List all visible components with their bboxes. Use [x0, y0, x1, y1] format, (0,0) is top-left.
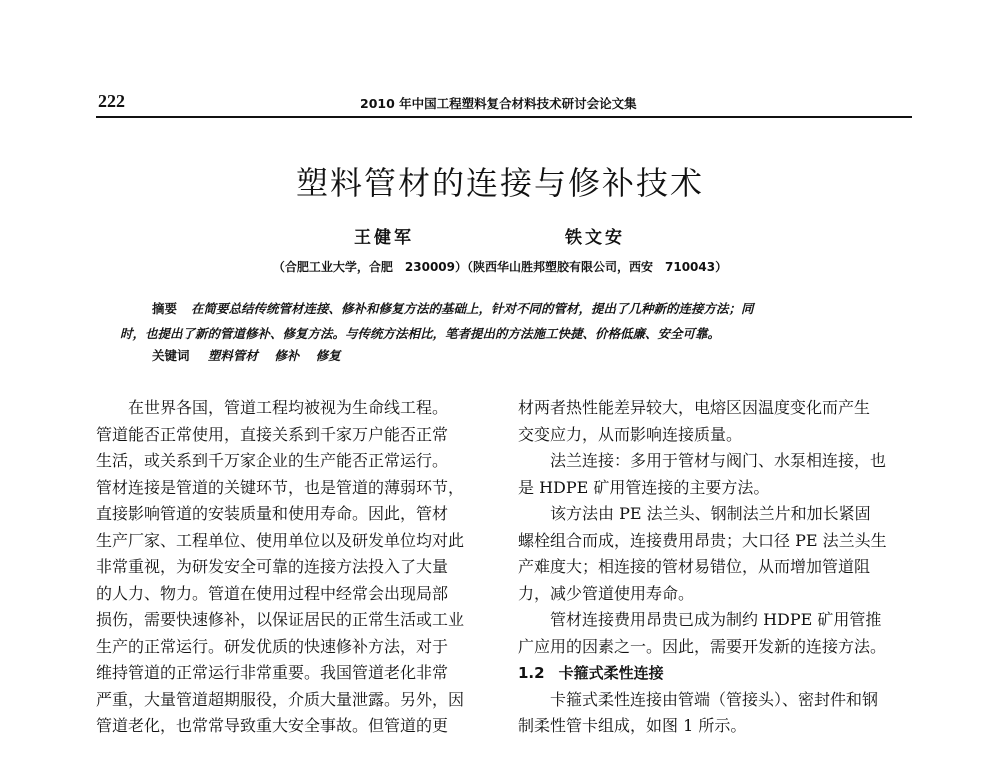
right-column [518, 395, 918, 740]
abstract [120, 296, 890, 346]
body-line: 维持管道的正常运行非常重要。我国管道老化非常 [96, 663, 449, 682]
page-number: 222 [98, 91, 125, 111]
keywords [152, 346, 353, 364]
body-line: 交变应力，从而影响连接质量。 [518, 424, 743, 444]
body-line: 生产厂家、工程单位、使用单位以及研发单位均对此 [96, 530, 465, 550]
body-line: 卡箍式柔性连接由管端（管接头）、密封件和钢 [550, 689, 879, 709]
section-number: 1.2 [518, 664, 545, 682]
section-title: 卡箍式柔性连接 [558, 664, 664, 682]
body-line: 管材连接是管道的关键环节，也是管道的薄弱环节， [96, 477, 465, 497]
article-title: 塑料管材的连接与修补技术 [295, 164, 704, 202]
body-line: 螺栓组合而成，连接费用昂贵；大口径 PE 法兰头生 [518, 530, 887, 550]
body-line: 损伤，需要快速修补，以保证居民的正常生活或工业 [96, 610, 465, 629]
author-2: 铁文安 [565, 228, 625, 248]
header-rule [96, 116, 912, 118]
body-line: 管道老化，也常常导致重大安全事故。但管道的更 [96, 716, 449, 735]
body-line: 法兰连接：多用于管材与阀门、水泵相连接，也 [550, 451, 887, 470]
left-column [96, 395, 496, 740]
body-line: 产难度大；相连接的管材易错位，从而增加管道阻 [518, 557, 871, 576]
body-line: 广应用的因素之一。因此，需要开发新的连接方法。 [518, 636, 887, 656]
abstract-line: 摘要 在简要总结传统管材连接、修补和修复方法的基础上，针对不同的管材，提出了几种新的连接方法；同 [152, 301, 754, 316]
body-line: 在世界各国，管道工程均被视为生命线工程。 [128, 398, 449, 417]
body-line: 力，减少管道使用寿命。 [518, 583, 695, 603]
body-line: 生活，或关系到千万家企业的生产能否正常运行。 [96, 451, 449, 470]
body-line: 直接影响管道的安装质量和使用寿命。因此，管材 [96, 504, 449, 523]
abstract-line: 时，也提出了新的管道修补、修复方法。与传统方法相比，笔者提出的方法施工快捷、价格低廉、安全可靠。 [120, 326, 721, 341]
body-line: 管道能否正常使用，直接关系到千家万户能否正常 [96, 424, 449, 444]
keyword: 修补 [274, 348, 300, 363]
body-line: 该方法由 PE 法兰头、钢制法兰片和加长紧固 [550, 504, 871, 523]
keywords-label: 关键词 [152, 348, 190, 363]
body-line: 非常重视，为研发安全可靠的连接方法投入了大量 [96, 557, 449, 576]
author-1: 王健军 [354, 228, 414, 248]
keyword: 塑料管材 [207, 348, 258, 363]
body-line: 制柔性管卡组成，如图 1 所示。 [518, 716, 747, 735]
body-line: 材两者热性能差异较大，电熔区因温度变化而产生 [518, 398, 871, 417]
body-line: 生产的正常运行。研发优质的快速修补方法，对于 [96, 636, 449, 656]
body-line: 的人力、物力。管道在使用过程中经常会出现局部 [96, 583, 449, 603]
body-line: 是 HDPE 矿用管连接的主要方法。 [518, 477, 770, 497]
body-line: 管材连接费用昂贵已成为制约 HDPE 矿用管推 [550, 610, 882, 629]
keyword: 修复 [315, 348, 341, 363]
abstract-label: 摘要 [152, 301, 178, 316]
body-line: 严重，大量管道超期服役，介质大量泄露。另外，因 [96, 689, 465, 709]
affiliation: （合肥工业大学，合肥 230009）（陕西华山胜邦塑胶有限公司，西安 710043） [272, 260, 728, 274]
section-heading [518, 660, 918, 687]
running-head: 2010 年中国工程塑料复合材料技术研讨会论文集 [360, 96, 637, 111]
